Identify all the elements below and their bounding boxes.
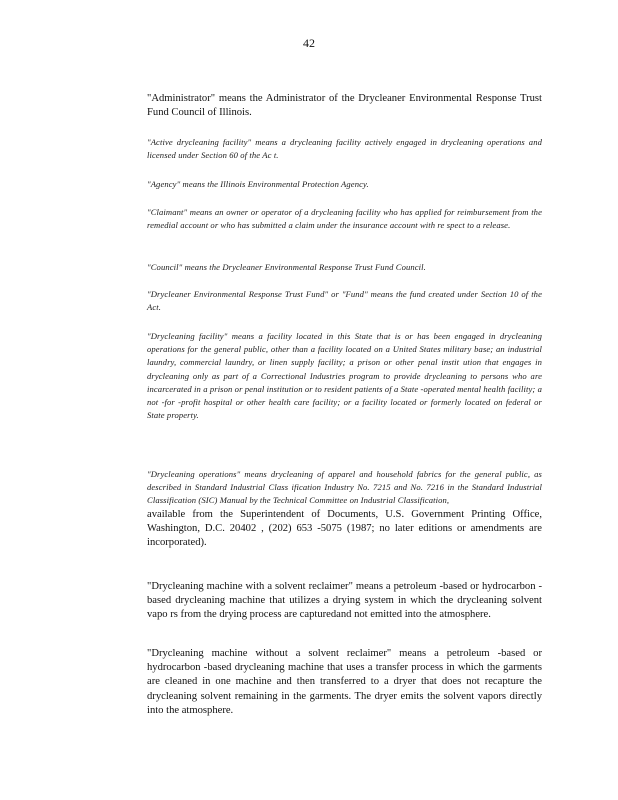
definition-drycleaning-operations-tail: available from the Superintendent of Documents, U.S. Government Printing Office, Washington, D.C. 20402 , (202) 653 -5075 (1987; no later editions or amendments are incorporated). bbox=[147, 508, 542, 549]
definition-machine-without-reclaimer: "Drycleaning machine without a solvent reclaimer" means a petroleum -based or hydrocarbon -based drycleaning machine that uses a transfer process in which the garments are cleaned in one machine and then transferred to a dryer that does not recapture the drycleaning solvent remaining in the garments. The dryer emits the solvent vapors directly into the atmosphere. bbox=[147, 648, 542, 716]
definition-drycleaning-facility: "Drycleaning facility" means a facility located in this State that is or has been engaged in drycleaning operations for the general public, other than a facility located on a United States military base; an industrial laundry, commercial laundry, or linen supply facility; a prison or other penal instit ution that engages in drycleaning only as part of a Correctional Industries program to provide drycleaning to persons who are incarcerated in a prison or penal institution or to resident patients of a State -operated mental health facility; a not -for -profit hospital or other health care facility; or a facility located or formerly located on federal or State property. bbox=[147, 331, 542, 421]
definition-council: "Council" means the Drycleaner Environmental Response Trust Fund Council. bbox=[147, 262, 426, 272]
definition-drycleaning-operations-text: "Drycleaning operations" means drycleaning of apparel and household fabrics for the general public, as described in Standard Industrial Class ification Industry No. 7215 and No. 7216 in the Standard Industrial Classification (SIC) Manual by the Technical Committee on Industrial Classification, bbox=[147, 469, 542, 506]
definition-agency: "Agency" means the Illinois Environmental Protection Agency. bbox=[147, 179, 369, 189]
definition-machine-with-reclaimer: "Drycleaning machine with a solvent reclaimer" means a petroleum -based or hydrocarbon -based drycleaning machine that utilizes a drying system in which the drycleaning solvent vapo rs from the drying process are capturedand not emitted into the atmosphere. bbox=[147, 581, 542, 621]
definition-drycleaning-operations bbox=[147, 468, 542, 550]
definition-administrator: "Administrator" means the Administrator of the Drycleaner Environmental Response Trust Fund Council of Illinois. bbox=[147, 93, 542, 119]
definition-fund: "Drycleaner Environmental Response Trust Fund" or "Fund" means the fund created under Section 10 of the Act. bbox=[147, 289, 542, 313]
page-number: 42 bbox=[303, 36, 315, 50]
definition-claimant: "Claimant" means an owner or operator of a drycleaning facility who has applied for reimbursement from the remedial account or who has submitted a claim under the insurance account with re spect to a release. bbox=[147, 207, 542, 231]
definition-active-drycleaning-facility: "Active drycleaning facility" means a drycleaning facility actively engaged in drycleaning operations and licensed under Section 60 of the Ac t. bbox=[147, 137, 542, 161]
